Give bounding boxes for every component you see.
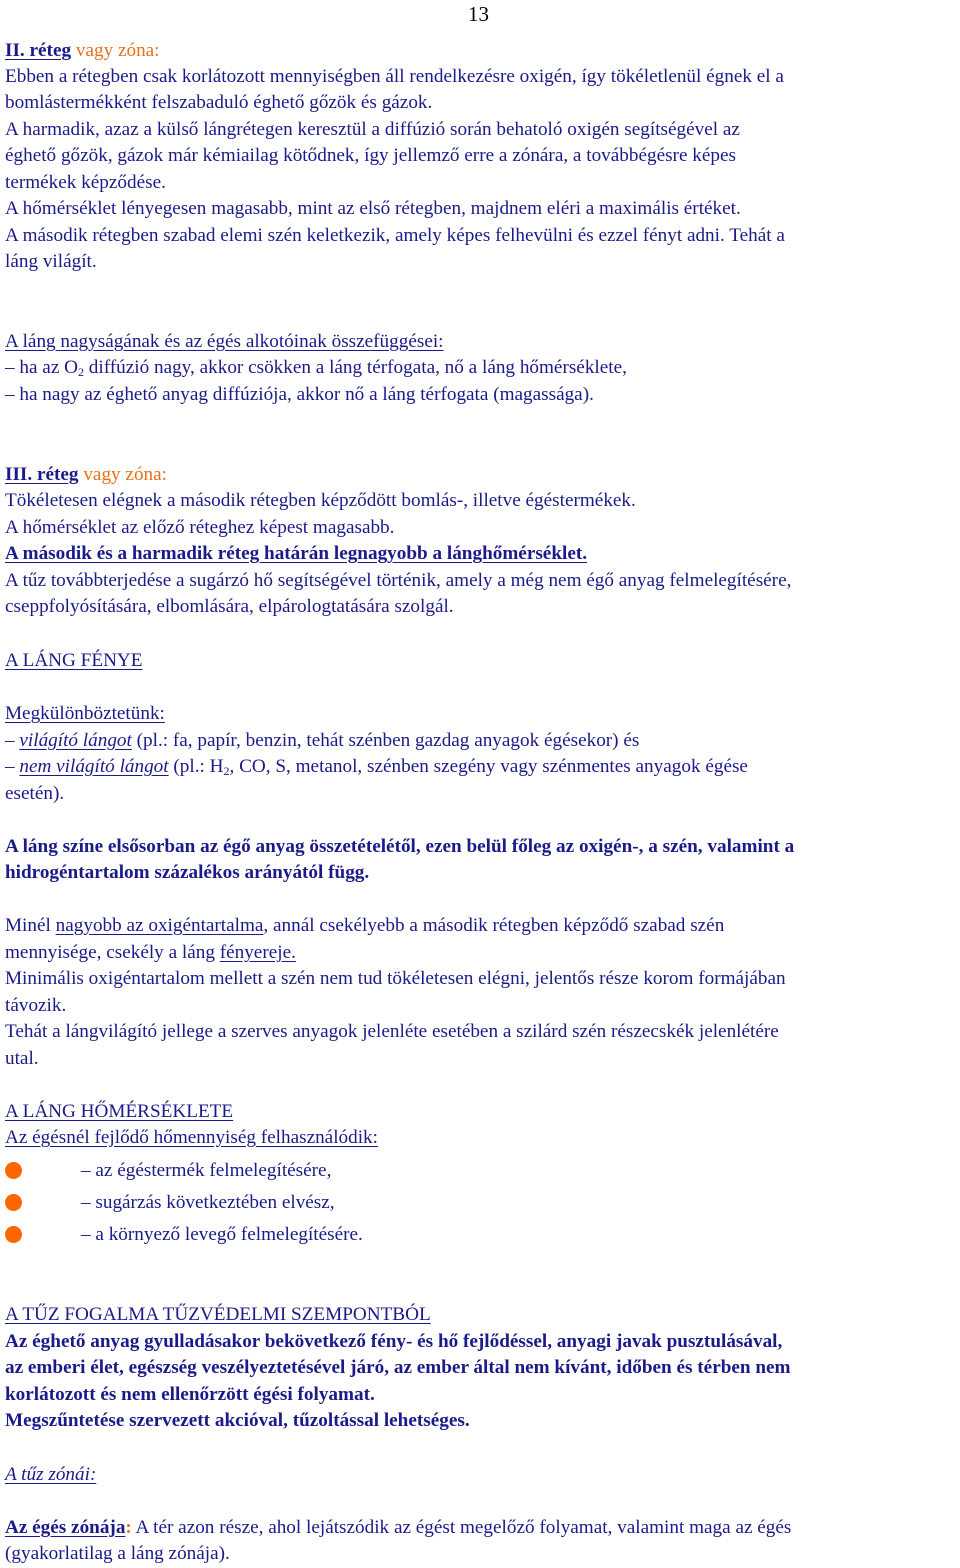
light-para: Tehát a lángvilágító jellege a szerves anyagok jelenléte esetében a szilárd szén részecskék jelenlétére — [5, 1021, 779, 1042]
layer3-line: A hőmérséklet az előző réteghez képest magasabb. — [5, 517, 395, 538]
temp-heading: A LÁNG HŐMÉRSÉKLETE — [5, 1101, 234, 1122]
light-para: távozik. — [5, 995, 67, 1016]
layer3-heading: III. réteg vagy zóna: — [5, 464, 167, 485]
layer2-line: bomlástermékként felszabaduló éghető gőzök és gázok. — [5, 92, 433, 113]
layer3-line: A tűz továbbterjedése a sugárzó hő segítségével történik, amely a még nem égő anyag felmelegítésére, — [5, 570, 792, 591]
layer2-line: A második rétegben szabad elemi szén keletkezik, amely képes felhevülni és ezzel fényt adni. Tehát a — [5, 225, 785, 246]
fire-def-line: korlátozott és nem ellenőrzött égési folyamat. — [5, 1384, 375, 1405]
page-number: 13 — [468, 2, 489, 26]
fire-def-line: Az éghető anyag gyulladásakor bekövetkező fény- és hő fejlődéssel, anyagi javak pusztulásával, — [5, 1331, 783, 1352]
layer3-line: Tökéletesen elégnek a második rétegben képződött bomlás-, illetve égéstermékek. — [5, 490, 636, 511]
light-bold-line: hidrogéntartalom százalékos arányától függ. — [5, 862, 370, 883]
temp-subheading: Az égésnél fejlődő hőmennyiség felhasználódik: — [5, 1127, 378, 1148]
fire-zone-line: Az égés zónája: A tér azon része, ahol lejátszódik az égést megelőző folyamat, valamint maga az égés — [5, 1517, 792, 1538]
layer2-line: A hőmérséklet lényegesen magasabb, mint az első rétegben, majdnem eléri a maximális értéket. — [5, 198, 741, 219]
temp-item: – az égéstermék felmelegítésére, — [81, 1160, 332, 1181]
light-para: Minél nagyobb az oxigéntartalma, annál csekélyebb a második rétegben képződő szabad szén — [5, 915, 725, 936]
light-subheading: Megkülönböztetünk: — [5, 703, 165, 724]
fire-heading: A TŰZ FOGALMA TŰZVÉDELMI SZEMPONTBÓL — [5, 1304, 431, 1325]
relations-item: – ha az $O_2$ diffúzió nagy, akkor csökken a láng térfogata, nő a láng hőmérséklete, — [5, 357, 627, 379]
bullet-icon — [5, 1226, 22, 1243]
layer3-line: cseppfolyósítására, elbomlására, elpárologtatására szolgál. — [5, 596, 454, 617]
layer2-line: A harmadik, azaz a külső lángrétegen keresztül a diffúzió során behatoló oxigén segítségével az — [5, 119, 740, 140]
fire-zones-heading: A tűz zónái: — [5, 1464, 97, 1485]
layer2-line: láng világít. — [5, 251, 97, 272]
layer2-line: éghető gőzök, gázok már kémiailag kötődnek, így jellemző erre a zónára, a továbbégésre képes — [5, 145, 736, 166]
light-bold-line: A láng színe elsősorban az égő anyag összetételétől, ezen belül főleg az oxigén-, a szén, valamint a — [5, 836, 795, 857]
light-item: – világító lángot (pl.: fa, papír, benzin, tehát szénben gazdag anyagok égésekor) és — [5, 730, 640, 751]
bullet-icon — [5, 1194, 22, 1211]
fire-zone-line: (gyakorlatilag a láng zónája). — [5, 1543, 230, 1564]
layer3-highlight: A második és a harmadik réteg határán legnagyobb a lánghőmérséklet. — [5, 543, 588, 564]
light-heading: A LÁNG FÉNYE — [5, 650, 143, 671]
light-item-cont: esetén). — [5, 783, 65, 804]
temp-item: – a környező levegő felmelegítésére. — [81, 1224, 363, 1245]
layer2-line: Ebben a rétegben csak korlátozott mennyiségben áll rendelkezésre oxigén, így tökéletlenül égnek el a — [5, 66, 784, 87]
relations-heading: A láng nagyságának és az égés alkotóinak összefüggései: — [5, 331, 444, 352]
layer2-heading: II. réteg vagy zóna: — [5, 40, 160, 61]
fire-def-line: az emberi élet, egészség veszélyeztetésével járó, az ember által nem kívánt, időben és térben nem — [5, 1357, 791, 1378]
bullet-icon — [5, 1162, 22, 1179]
light-para: mennyisége, csekély a láng fényereje. — [5, 942, 296, 963]
light-para: utal. — [5, 1048, 39, 1069]
fire-def-line: Megszűntetése szervezett akcióval, tűzoltással lehetséges. — [5, 1410, 470, 1431]
relations-item: – ha nagy az éghető anyag diffúziója, akkor nő a láng térfogata (magassága). — [5, 384, 594, 405]
temp-item: – sugárzás következtében elvész, — [81, 1192, 335, 1213]
layer2-line: termékek képződése. — [5, 172, 166, 193]
light-para: Minimális oxigéntartalom mellett a szén nem tud tökéletesen elégni, jelentős része korom formájában — [5, 968, 786, 989]
light-item: – nem világító lángot (pl.: $H_2$, CO, S, metanol, szénben szegény vagy szénmentes anyagok égése — [5, 756, 748, 778]
